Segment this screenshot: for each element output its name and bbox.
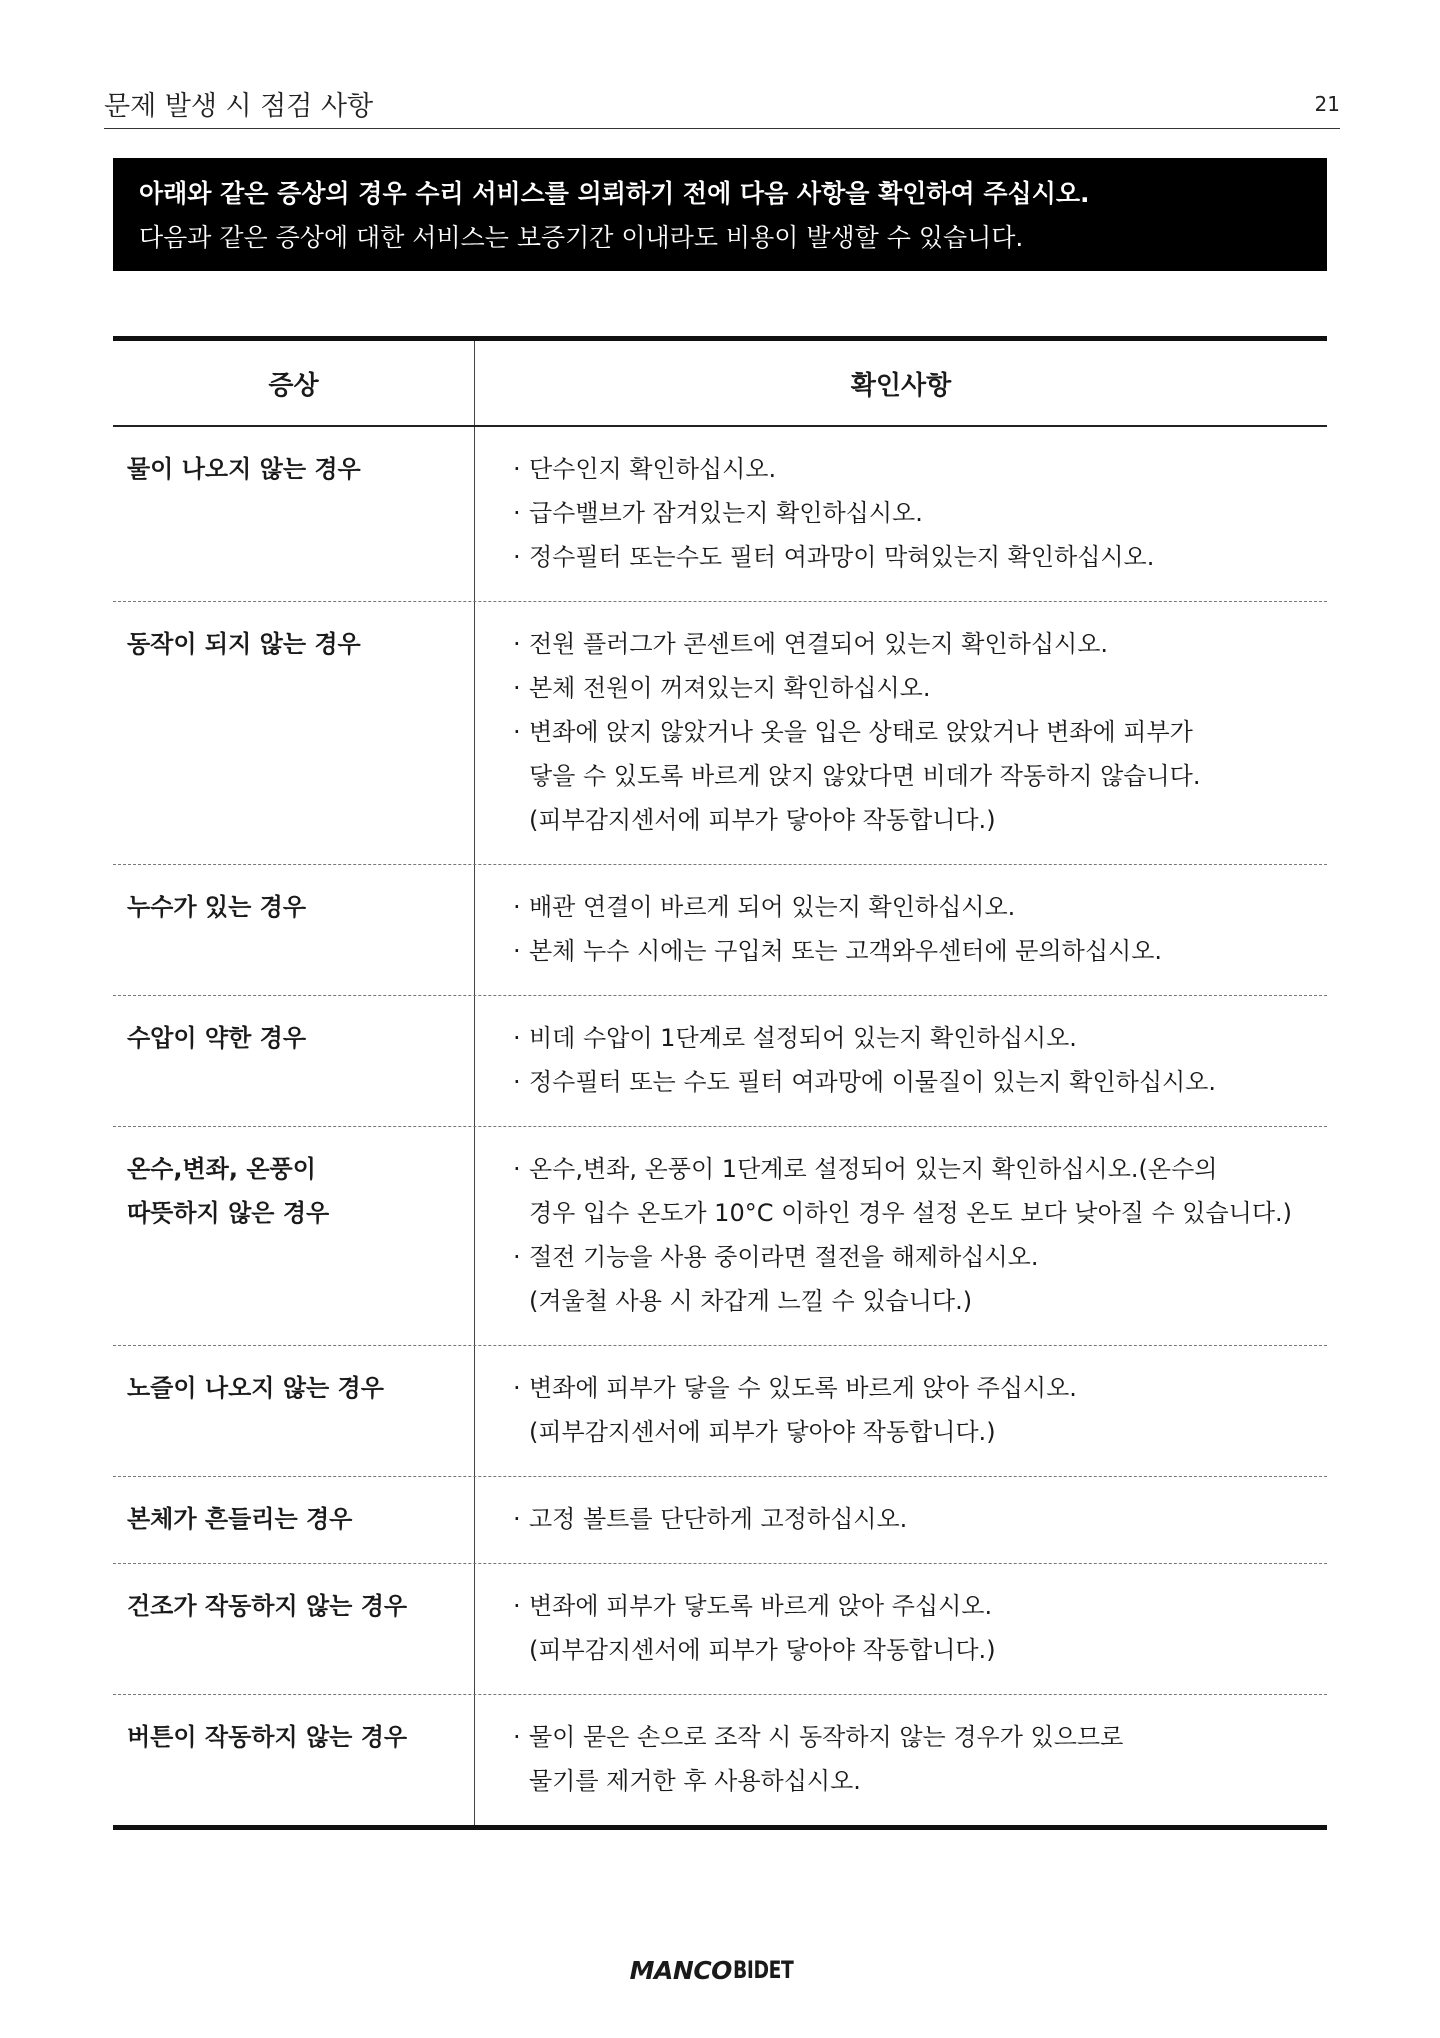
symptom-text: 노즐이 나오지 않는 경우	[127, 1374, 384, 1402]
check-cell	[475, 1695, 1327, 1825]
check-item: 경우 입수 온도가 10°C 이하인 경우 설정 온도 보다 낮아질 수 있습니다.)	[529, 1199, 1292, 1227]
symptom-text: 물이 나오지 않는 경우	[127, 455, 361, 483]
notice-box	[113, 158, 1327, 271]
logo-wordmark-bidet: BIDET	[732, 1956, 794, 1984]
symptom-cell	[113, 996, 475, 1126]
table-header	[113, 341, 1327, 427]
check-item: · 물이 묻은 손으로 조작 시 동작하지 않는 경우가 있으므로	[513, 1715, 1311, 1759]
check-item: · 비데 수압이 1단계로 설정되어 있는지 확인하십시오.	[513, 1016, 1311, 1060]
table-row	[113, 1564, 1327, 1695]
symptom-cell	[113, 427, 475, 601]
logo-wordmark-manco: MANCO	[629, 1955, 732, 1985]
symptom-cell	[113, 865, 475, 995]
header-check: 확인사항	[850, 370, 952, 401]
notice-line: 다음과 같은 증상에 대한 서비스는 보증기간 이내라도 비용이 발생할 수 있습니다.	[139, 223, 1024, 252]
table-body	[113, 427, 1327, 1825]
check-item: · 단수인지 확인하십시오.	[513, 447, 1311, 491]
check-cell	[475, 1564, 1327, 1694]
section-title: 문제 발생 시 점검 사항	[104, 91, 374, 122]
check-item: 물기를 제거한 후 사용하십시오.	[529, 1767, 861, 1795]
symptom-cell	[113, 1477, 475, 1563]
symptom-text: 온수,변좌, 온풍이	[127, 1155, 316, 1183]
check-cell	[475, 427, 1327, 601]
check-item: (피부감지센서에 피부가 닿아야 작동합니다.)	[529, 806, 996, 834]
check-item: · 변좌에 앉지 않았거나 옷을 입은 상태로 앉았거나 변좌에 피부가	[513, 710, 1311, 754]
symptom-cell	[113, 1564, 475, 1694]
check-cell	[475, 602, 1327, 864]
check-item: · 고정 볼트를 단단하게 고정하십시오.	[513, 1497, 1311, 1541]
table-row	[113, 996, 1327, 1127]
symptom-text: 버튼이 작동하지 않는 경우	[127, 1723, 408, 1751]
table-row	[113, 427, 1327, 602]
symptom-cell	[113, 1127, 475, 1345]
table-row	[113, 1477, 1327, 1564]
check-item: · 정수필터 또는 수도 필터 여과망에 이물질이 있는지 확인하십시오.	[513, 1060, 1311, 1104]
notice-line-bold: 아래와 같은 증상의 경우 수리 서비스를 의뢰하기 전에 다음 사항을 확인하여 주십시오.	[139, 179, 1090, 208]
check-item: (피부감지센서에 피부가 닿아야 작동합니다.)	[529, 1636, 996, 1664]
check-item: · 배관 연결이 바르게 되어 있는지 확인하십시오.	[513, 885, 1311, 929]
symptom-cell	[113, 602, 475, 864]
check-cell	[475, 1477, 1327, 1563]
check-cell	[475, 1127, 1327, 1345]
symptom-text: 누수가 있는 경우	[127, 893, 306, 921]
check-cell	[475, 1346, 1327, 1476]
header-symptom: 증상	[113, 341, 475, 425]
check-item: · 본체 전원이 꺼져있는지 확인하십시오.	[513, 666, 1311, 710]
table-row	[113, 865, 1327, 996]
check-item: 닿을 수 있도록 바르게 앉지 않았다면 비데가 작동하지 않습니다.	[529, 762, 1201, 790]
check-item: · 정수필터 또는수도 필터 여과망이 막혀있는지 확인하십시오.	[513, 535, 1311, 579]
troubleshooting-table	[113, 336, 1327, 1830]
symptom-cell	[113, 1695, 475, 1825]
page-number: 21	[1314, 92, 1340, 116]
page-header	[104, 78, 1340, 129]
check-item: · 절전 기능을 사용 중이라면 절전을 해제하십시오.	[513, 1235, 1311, 1279]
symptom-text: 수압이 약한 경우	[127, 1024, 306, 1052]
table-row	[113, 602, 1327, 865]
check-cell	[475, 865, 1327, 995]
table-row	[113, 1346, 1327, 1477]
check-item: · 변좌에 피부가 닿도록 바르게 앉아 주십시오.	[513, 1584, 1311, 1628]
symptom-text: 동작이 되지 않는 경우	[127, 630, 361, 658]
check-item: · 전원 플러그가 콘센트에 연결되어 있는지 확인하십시오.	[513, 622, 1311, 666]
check-item: · 급수밸브가 잠겨있는지 확인하십시오.	[513, 491, 1311, 535]
symptom-text: 건조가 작동하지 않는 경우	[127, 1592, 408, 1620]
symptom-cell	[113, 1346, 475, 1476]
brand-logo	[629, 1950, 794, 1990]
check-cell	[475, 996, 1327, 1126]
check-item: · 변좌에 피부가 닿을 수 있도록 바르게 앉아 주십시오.	[513, 1366, 1311, 1410]
check-item: · 본체 누수 시에는 구입처 또는 고객와우센터에 문의하십시오.	[513, 929, 1311, 973]
table-row	[113, 1695, 1327, 1825]
check-item: (겨울철 사용 시 차갑게 느낄 수 있습니다.)	[529, 1287, 973, 1315]
check-item: · 온수,변좌, 온풍이 1단계로 설정되어 있는지 확인하십시오.(온수의	[513, 1147, 1311, 1191]
symptom-text: 따뜻하지 않은 경우	[127, 1199, 330, 1227]
table-row	[113, 1127, 1327, 1346]
check-item: (피부감지센서에 피부가 닿아야 작동합니다.)	[529, 1418, 996, 1446]
symptom-text: 본체가 흔들리는 경우	[127, 1505, 353, 1533]
